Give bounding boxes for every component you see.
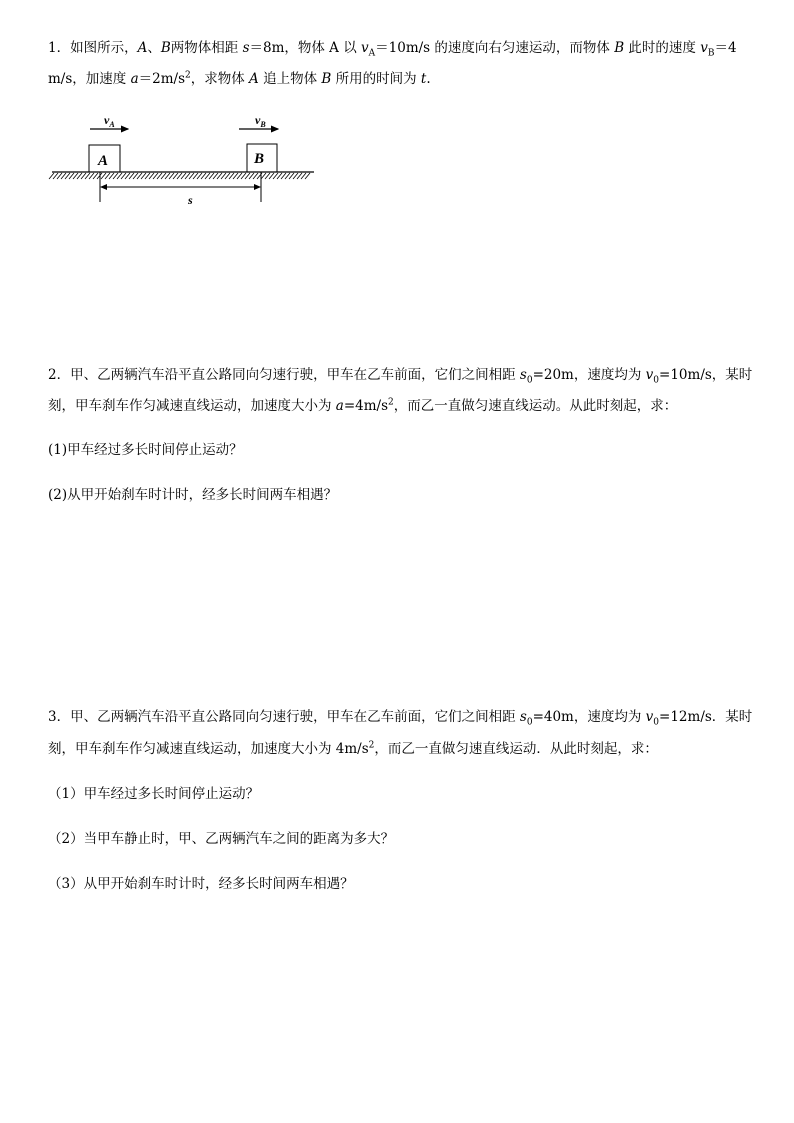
q1-line-1 [48,38,737,58]
distance-label: s [188,193,193,207]
q2-line-1 [48,365,752,385]
q1-var-v: v [700,40,708,56]
q1-text: 1．如图所示， [48,40,138,56]
q2-text: 2．甲、乙两辆汽车沿平直公路同向匀速行驶，甲车在乙车前面，它们之间相距 [48,367,520,383]
q1-sub-b: B [707,48,715,59]
q1-var-b: B [614,40,625,56]
q1-var-b: B [160,40,171,56]
q2-line-2 [48,396,677,416]
q1-text: ，求物体 [190,71,250,87]
q1-text: . [426,71,431,87]
ground-surface [49,172,314,179]
q1-var-t: t [420,71,427,87]
q1-var-b: B [321,71,332,87]
q2-var-s: s [519,367,527,383]
block-b-label: B [254,151,265,167]
velocity-a-label: $v_A$ [104,113,115,129]
q2-text: =4m/s [343,398,389,414]
q1-text: 所用的时间为 [331,71,421,87]
q1-sub-a: A [368,48,376,59]
q2-text: ，而乙一直做匀速直线运动。从此时刻起，求： [393,398,678,414]
q3-text: =12m/s．某时 [659,709,753,725]
q1-text: ＝10m/s 的速度向右匀速运动，而物体 [375,40,615,56]
q1-var-v: v [361,40,369,56]
q3-line-1 [48,707,752,727]
q3-var-s: s [519,709,527,725]
q2-sub-question-1: (1)甲车经过多长时间停止运动？ [48,442,243,458]
q2-sub-question-2: (2)从甲开始刹车时计时，经多长时间两车相遇？ [48,487,338,503]
q3-sub-0: 0 [653,717,660,728]
q3-text: 3．甲、乙两辆汽车沿平直公路同向匀速行驶，甲车在乙车前面，它们之间相距 [48,709,520,725]
q3-text: =40m，速度均为 [532,709,646,725]
q1-text: 此时的速度 [624,40,701,56]
q3-text: ，而乙一直做匀速直线运动．从此时刻起，求： [374,741,658,757]
q2-var-v: v [645,367,654,383]
block-a-label: A [98,153,109,169]
q1-text: m/s，加速度 [48,71,131,87]
q3-sup-2: 2 [368,740,375,751]
q1-sup-2: 2 [185,70,191,81]
q1-var-a: A [137,40,148,56]
q1-var-a: A [249,71,259,87]
q2-sub-0: 0 [526,375,533,386]
q1-text: 追上物体 [258,71,322,87]
q3-text: 刻，甲车刹车作匀减速直线运动，加速度大小为 4m/s [48,741,369,757]
q2-sub-0: 0 [653,375,660,386]
q2-text: =10m/s，某时 [659,367,753,383]
q3-sub-question-3: （3）从甲开始刹车时计时，经多长时间两车相遇？ [48,876,354,892]
q1-var-a: a [130,71,139,87]
q1-var-s: s [242,40,250,56]
q3-sub-0: 0 [526,717,533,728]
q1-figure [48,108,328,213]
velocity-b-label: $v_B$ [255,113,266,129]
q2-sup-2: 2 [388,397,394,408]
q1-text: ＝4 [714,40,737,56]
q2-text: =20m，速度均为 [532,367,646,383]
q2-text: 刻，甲车刹车作匀减速直线运动，加速度大小为 [48,398,336,414]
q3-var-v: v [645,709,654,725]
q1-text: ＝2m/s [138,71,186,87]
q2-var-a: a [335,398,344,414]
q3-sub-question-1: （1）甲车经过多长时间停止运动？ [48,786,260,802]
q1-text: 两物体相距 [170,40,243,56]
q1-text: ＝8m，物体 A 以 [249,40,362,56]
q3-line-2 [48,739,658,759]
q1-line-2 [48,69,431,89]
q3-sub-question-2: （2）当甲车静止时，甲、乙两辆汽车之间的距离为多大？ [48,831,395,847]
q1-text: 、 [147,40,161,56]
